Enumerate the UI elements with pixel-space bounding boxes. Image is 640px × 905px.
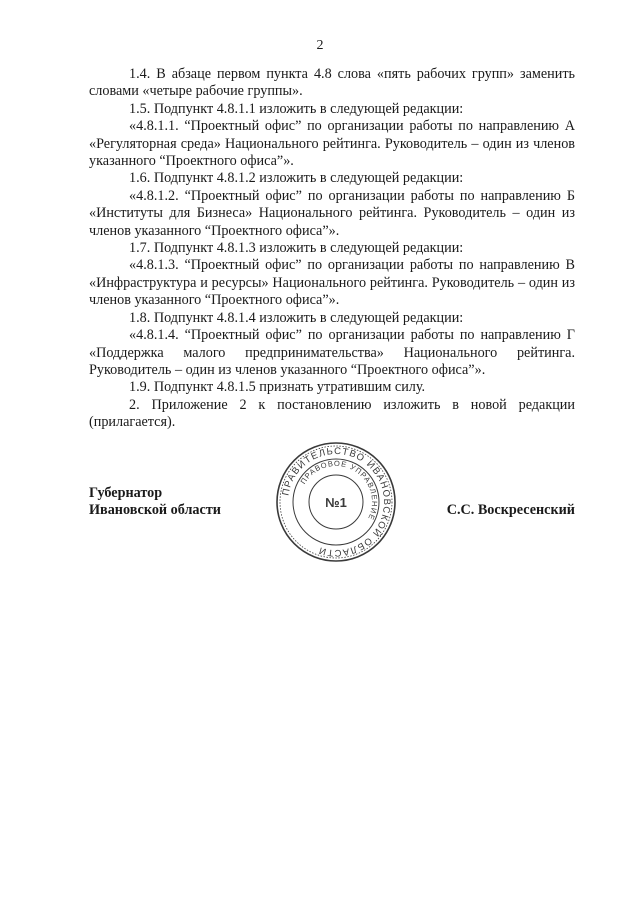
signatory-position-line1: Губернатор bbox=[89, 485, 163, 501]
paragraph-1-7: 1.7. Подпункт 4.8.1.3 изложить в следующей редакции: bbox=[129, 240, 464, 257]
paragraph-1-5: 1.5. Подпункт 4.8.1.1 изложить в следующей редакции: bbox=[129, 100, 464, 117]
seal-outer-text: ПРАВИТЕЛЬСТВО ИВАНОВСКОЙ ОБЛАСТИ bbox=[280, 445, 393, 559]
paragraph-4-8-1-4: «4.8.1.4. “Проектный офис” по организации работы по направлению Г «Поддержка малого предпринимательства» Национального рейтинга. Руководитель – один из членов указанного “Проектного офиса”». bbox=[89, 327, 575, 378]
paragraph-1-6: 1.6. Подпункт 4.8.1.2 изложить в следующей редакции: bbox=[129, 170, 464, 187]
document-body bbox=[89, 66, 575, 432]
seal-stamp-image bbox=[274, 440, 398, 564]
seal-number: №1 bbox=[325, 495, 347, 510]
paragraph-2: 2. Приложение 2 к постановлению изложить в новой редакции (прилагается). bbox=[89, 396, 575, 431]
signatory-position-line2: Ивановской области bbox=[89, 502, 221, 519]
paragraph-4-8-1-2: «4.8.1.2. “Проектный офис” по организации работы по направлению Б «Институты для Бизнеса» Национального рейтинга. Руководитель – один из членов указанного “Проектного офиса”». bbox=[89, 187, 575, 239]
signatory-position bbox=[89, 485, 289, 520]
seal-inner-text: ПРАВОВОЕ УПРАВЛЕНИЕ bbox=[298, 458, 380, 522]
paragraph-1-8: 1.8. Подпункт 4.8.1.4 изложить в следующей редакции: bbox=[129, 309, 464, 326]
paragraph-4-8-1-3: «4.8.1.3. “Проектный офис” по организации работы по направлению В «Инфраструктура и ресурсы» Национального рейтинга. Руководитель – один из членов указанного “Проектного офиса”». bbox=[89, 257, 575, 309]
page-number: 2 bbox=[316, 38, 324, 53]
signatory-name: С.С. Воскресенский bbox=[446, 502, 575, 518]
paragraph-4-8-1-1: «4.8.1.1. “Проектный офис” по организации работы по направлению А «Регуляторная среда» Национального рейтинга. Руководитель – один из членов указанного “Проектного офиса”». bbox=[89, 118, 575, 170]
paragraph-1-4: 1.4. В абзаце первом пункта 4.8 слова «пять рабочих групп» заменить словами «четыре рабочие группы». bbox=[89, 66, 575, 100]
official-seal bbox=[274, 440, 398, 564]
paragraph-1-9: 1.9. Подпункт 4.8.1.5 признать утратившим силу. bbox=[129, 379, 426, 396]
